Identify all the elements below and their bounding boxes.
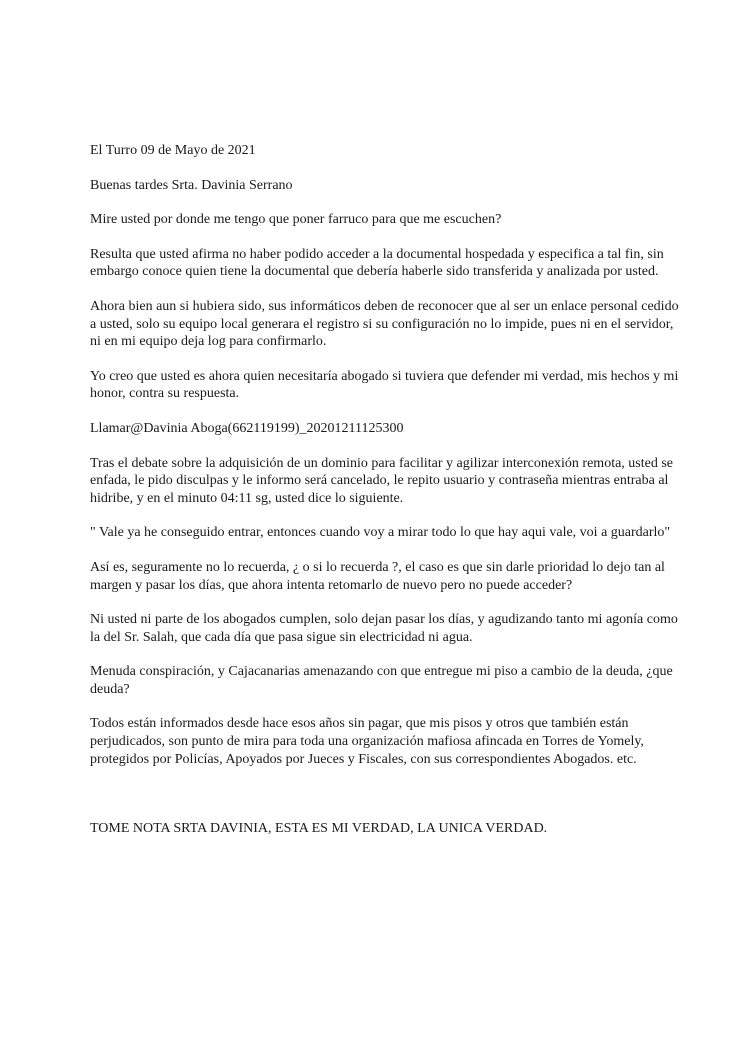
paragraph-abogados: Ni usted ni parte de los abogados cumplen, solo dejan pasar los días, y agudizando tanto mi agonía como la del Sr. Salah, que cada día que pasa sigue sin electricidad ni agua. [90, 612, 678, 645]
paragraph-debate: Tras el debate sobre la adquisición de un dominio para facilitar y agilizar interconexión remota, usted se enfada, le pido disculpas y le informo será cancelado, le repito usuario y contraseña mientras entraba al hidribe, y en el minuto 04:11 sg, usted dice lo siguiente. [90, 455, 674, 506]
letter-body [90, 142, 686, 838]
call-reference: Llamar@Davinia Aboga(662119199)_20201211125300 [90, 420, 404, 436]
paragraph-conspiracion: Menuda conspiración, y Cajacanarias amenazando con que entregue mi piso a cambio de la deuda, ¿que deuda? [90, 664, 673, 697]
quoted-statement: " Vale ya he conseguido entrar, entonces cuando voy a mirar todo lo que hay aqui vale, voi a guardarlo" [90, 525, 671, 541]
spacer [90, 785, 686, 820]
date-line: El Turro 09 de Mayo de 2021 [90, 143, 256, 158]
paragraph-question: Mire usted por donde me tengo que poner farruco para que me escuchen? [90, 212, 502, 228]
paragraph-abogado: Yo creo que usted es ahora quien necesitaría abogado si tuviera que defender mi verdad, mis hechos y mi honor, contra su respuesta. [90, 368, 679, 402]
paragraph-recuerda: Así es, seguramente no lo recuerda, ¿ o si lo recuerda ?, el caso es que sin darle prioridad lo dejo tan al margen y pasar los días, que ahora intenta retomarlo de nuevo pero no puede acceder? [90, 559, 665, 593]
paragraph-informados: Todos están informados desde hace esos años sin pagar, que mis pisos y otros que también están perjudicados, son punto de mira para toda una organización mafiosa afincada en Torres de Yomely, protegidos por Policías, Apoyados por Jueces y Fiscales, con sus correspondientes Abogados. etc. [90, 716, 644, 767]
paragraph-informaticos: Ahora bien aun si hubiera sido, sus informáticos deben de reconocer que al ser un enlace personal cedido a usted, solo su equipo local generara el registro si su configuración no lo impide, pues ni en el servidor, ni en mi equipo deja log para confirmarlo. [90, 298, 679, 350]
closing-statement: TOME NOTA SRTA DAVINIA, ESTA ES MI VERDAD, LA UNICA VERDAD. [90, 821, 548, 837]
paragraph-documental: Resulta que usted afirma no haber podido acceder a la documental hospedada y especifica a tal fin, sin embargo conoce quien tiene la documental que debería haberle sido transferida y analizada por usted. [90, 246, 664, 280]
greeting: Buenas tardes Srta. Davinia Serrano [90, 177, 293, 193]
